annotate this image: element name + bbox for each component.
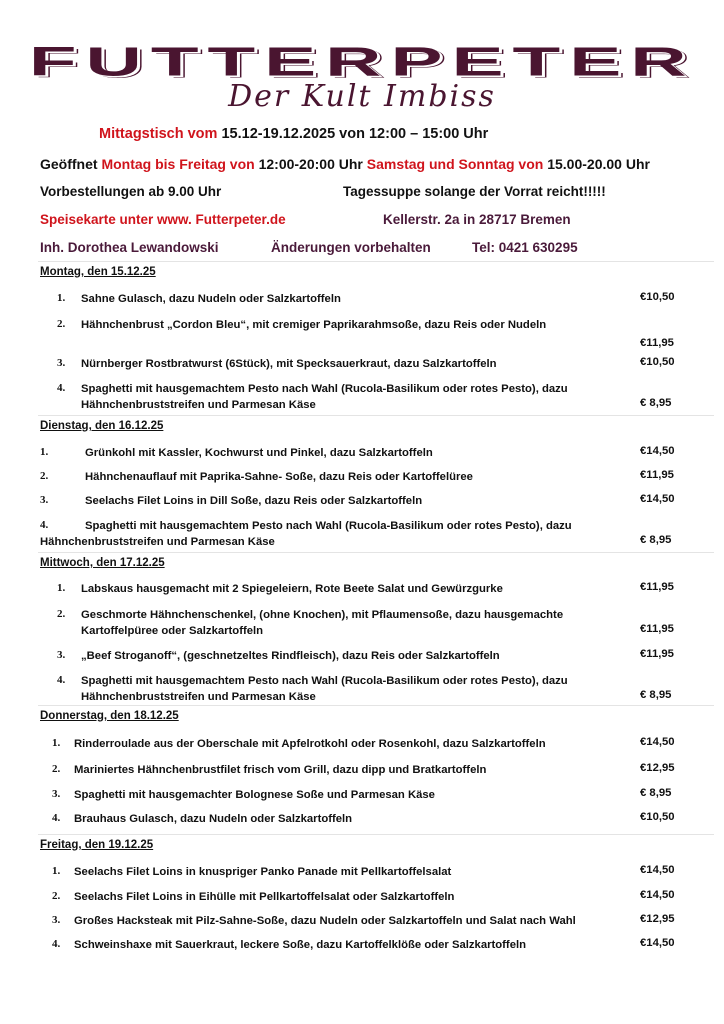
soup-text: Tagessuppe solange der Vorrat reicht!!!!! [343, 184, 606, 199]
mittagstisch-label: Mittagstisch vom [99, 126, 218, 142]
item-price: €11,95 [640, 337, 674, 349]
mittagstisch-value: 15.12-19.12.2025 von 12:00 – 15:00 Uhr [221, 126, 489, 142]
weekend-hours: 15.00-20.00 Uhr [547, 156, 650, 172]
item-price: € 8,95 [640, 689, 672, 701]
item-number: 1. [40, 446, 49, 458]
logo-subtitle: Der Kult Imbiss [228, 79, 496, 114]
preorder-text: Vorbestellungen ab 9.00 Uhr [40, 184, 222, 199]
item-number: 1. [57, 292, 66, 304]
item-description: Kartoffelpüree oder Salzkartoffeln [81, 625, 264, 637]
item-description: Mariniertes Hähnchenbrustfilet frisch vom Grill, dazu dipp und Bratkartoffeln [74, 764, 487, 776]
item-description: Sahne Gulasch, dazu Nudeln oder Salzkartoffeln [81, 293, 341, 305]
opening-hours-line [40, 156, 650, 172]
mittagstisch-line [99, 126, 488, 142]
day-separator [38, 552, 714, 553]
item-description: Seelachs Filet Loins in Eihülle mit Pellkartoffelsalat oder Salzkartoffeln [74, 891, 455, 903]
day-separator [38, 834, 714, 835]
item-description: Spaghetti mit hausgemachter Bolognese Soße und Parmesan Käse [74, 789, 435, 801]
item-price: € 8,95 [640, 534, 672, 546]
item-price: €14,50 [640, 736, 675, 748]
item-description: Großes Hacksteak mit Pilz-Sahne-Soße, dazu Nudeln oder Salzkartoffeln und Salat nach Wahl [74, 915, 576, 927]
item-number: 4. [57, 674, 66, 686]
address-text: Kellerstr. 2a in 28717 Bremen [383, 212, 571, 227]
item-price: €11,95 [640, 469, 674, 481]
item-description: „Beef Stroganoff“, (geschnetzeltes Rindfleisch), dazu Reis oder Salzkartoffeln [81, 650, 500, 662]
day-heading: Montag, den 15.12.25 [40, 266, 156, 278]
item-number: 2. [40, 470, 49, 482]
item-description: Hähnchenbruststreifen und Parmesan Käse [81, 691, 316, 703]
item-description: Hähnchenauflauf mit Paprika-Sahne- Soße, dazu Reis oder Kartoffelüree [85, 471, 473, 483]
weekend-label: Samstag und Sonntag von [366, 156, 544, 172]
day-separator [38, 415, 714, 416]
item-description: Spaghetti mit hausgemachtem Pesto nach Wahl (Rucola-Basilikum oder rotes Pesto), dazu [85, 520, 572, 532]
logo [0, 36, 724, 112]
item-price: €11,95 [640, 648, 674, 660]
day-heading: Dienstag, den 16.12.25 [40, 420, 164, 432]
item-number: 4. [57, 382, 66, 394]
item-number: 4. [52, 938, 61, 950]
owner-text: Inh. Dorothea Lewandowski [40, 240, 219, 255]
day-separator [38, 261, 714, 262]
item-price: €12,95 [640, 913, 675, 925]
item-number: 1. [52, 737, 61, 749]
item-number: 3. [40, 494, 49, 506]
item-number: 3. [57, 357, 66, 369]
item-price: €10,50 [640, 811, 675, 823]
changes-text: Änderungen vorbehalten [271, 240, 431, 255]
item-number: 4. [52, 812, 61, 824]
item-number: 3. [57, 649, 66, 661]
item-price: €14,50 [640, 493, 675, 505]
item-description: Labskaus hausgemacht mit 2 Spiegeleiern, Rote Beete Salat und Gewürzgurke [81, 583, 503, 595]
item-price: € 8,95 [640, 787, 672, 799]
item-price: €14,50 [640, 889, 675, 901]
open-label: Geöffnet [40, 156, 98, 172]
item-price: €14,50 [640, 937, 675, 949]
item-number: 4. [40, 519, 49, 531]
day-heading: Mittwoch, den 17.12.25 [40, 557, 165, 569]
item-description: Hähnchenbruststreifen und Parmesan Käse [81, 399, 316, 411]
item-description: Hähnchenbruststreifen und Parmesan Käse [40, 536, 275, 548]
day-heading: Freitag, den 19.12.25 [40, 839, 154, 851]
item-description: Geschmorte Hähnchenschenkel, (ohne Knochen), mit Pflaumensoße, dazu hausgemachte [81, 609, 564, 621]
item-description: Nürnberger Rostbratwurst (6Stück), mit Specksauerkraut, dazu Salzkartoffeln [81, 358, 497, 370]
item-number: 3. [52, 914, 61, 926]
menu-link[interactable]: Speisekarte unter www. Futterpeter.de [40, 212, 286, 227]
logo-title: FUTTERPETER [28, 39, 696, 85]
item-price: €11,95 [640, 581, 674, 593]
item-description: Hähnchenbrust „Cordon Bleu“, mit cremiger Paprikarahmsoße, dazu Reis oder Nudeln [81, 319, 547, 331]
item-number: 1. [52, 865, 61, 877]
item-description: Seelachs Filet Loins in Dill Soße, dazu Reis oder Salzkartoffeln [85, 495, 423, 507]
item-number: 3. [52, 788, 61, 800]
weekday-label: Montag bis Freitag von [101, 156, 255, 172]
item-description: Grünkohl mit Kassler, Kochwurst und Pinkel, dazu Salzkartoffeln [85, 447, 433, 459]
item-price: €14,50 [640, 445, 675, 457]
item-price: €10,50 [640, 356, 675, 368]
item-description: Spaghetti mit hausgemachtem Pesto nach Wahl (Rucola-Basilikum oder rotes Pesto), dazu [81, 383, 568, 395]
phone-text: Tel: 0421 630295 [472, 240, 578, 255]
item-price: € 8,95 [640, 397, 672, 409]
day-separator [38, 705, 714, 706]
item-number: 2. [52, 763, 61, 775]
item-description: Schweinshaxe mit Sauerkraut, leckere Soße, dazu Kartoffelklöße oder Salzkartoffeln [74, 939, 527, 951]
item-price: €10,50 [640, 291, 675, 303]
item-number: 1. [57, 582, 66, 594]
item-price: €14,50 [640, 864, 675, 876]
item-description: Rinderroulade aus der Oberschale mit Apfelrotkohl oder Rosenkohl, dazu Salzkartoffeln [74, 738, 546, 750]
item-number: 2. [57, 608, 66, 620]
day-heading: Donnerstag, den 18.12.25 [40, 710, 179, 722]
item-price: €11,95 [640, 623, 674, 635]
item-description: Brauhaus Gulasch, dazu Nudeln oder Salzkartoffeln [74, 813, 353, 825]
weekday-hours: 12:00-20:00 Uhr [258, 156, 363, 172]
item-description: Seelachs Filet Loins in knuspriger Panko Panade mit Pellkartoffelsalat [74, 866, 452, 878]
item-description: Spaghetti mit hausgemachtem Pesto nach Wahl (Rucola-Basilikum oder rotes Pesto), dazu [81, 675, 568, 687]
item-number: 2. [52, 890, 61, 902]
item-price: €12,95 [640, 762, 675, 774]
item-number: 2. [57, 318, 66, 330]
